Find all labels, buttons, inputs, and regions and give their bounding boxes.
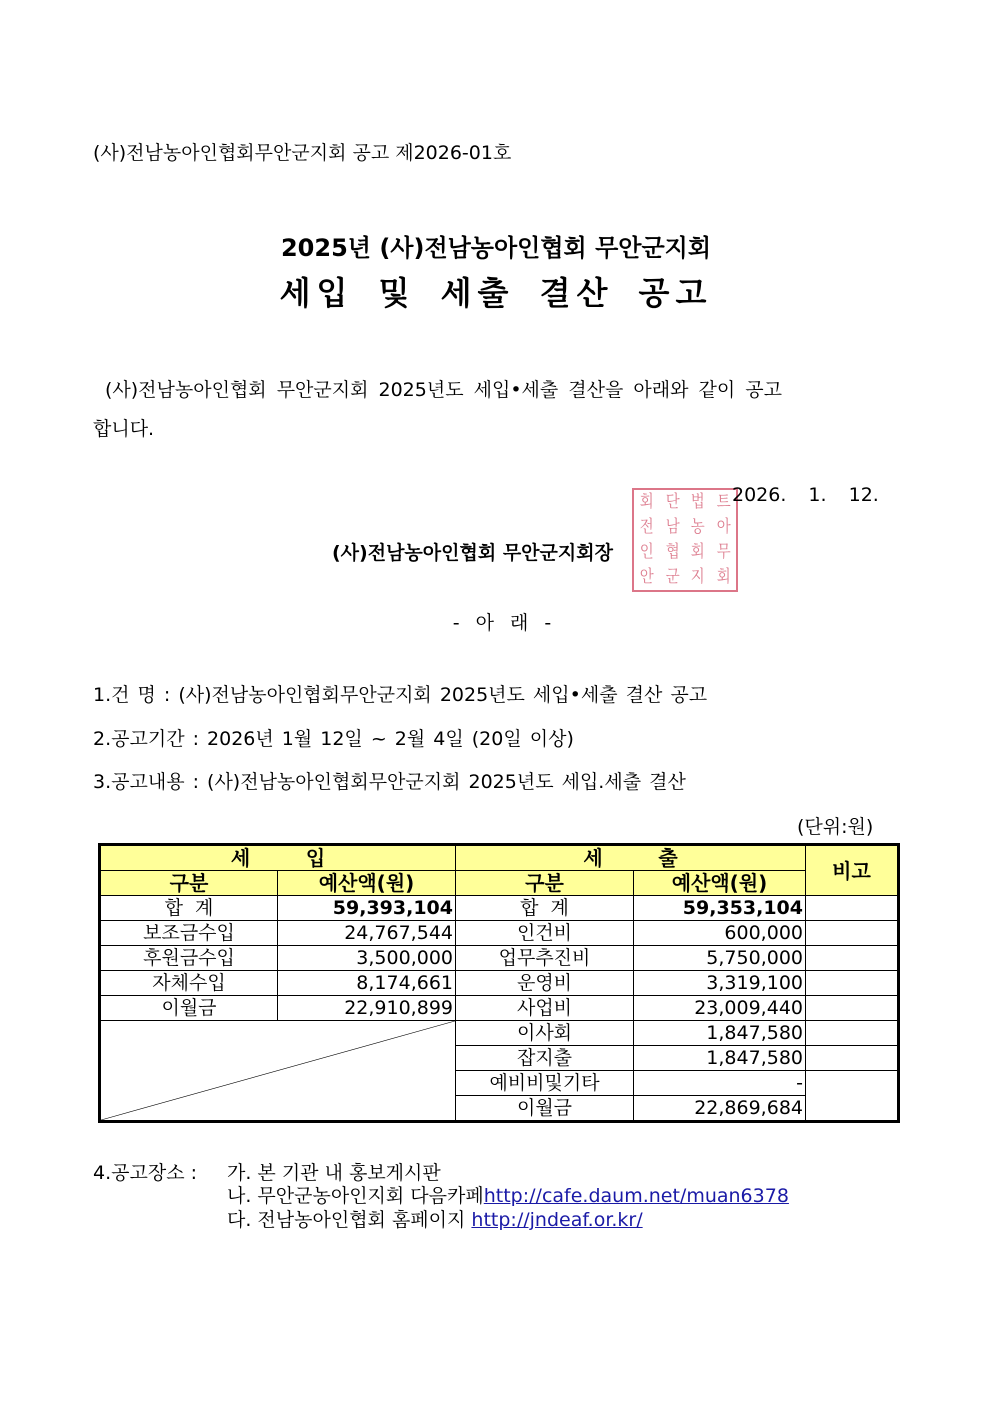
expense-category: 운영비 <box>456 971 634 996</box>
homepage-link[interactable]: http://jndeaf.or.kr/ <box>471 1209 643 1231</box>
expense-category: 합 계 <box>456 896 634 921</box>
table-row <box>100 1021 899 1046</box>
budget-table <box>98 843 900 1123</box>
remarks-cell <box>806 1046 899 1071</box>
remarks-header: 비고 <box>806 845 899 896</box>
seal-char: 트 <box>716 492 731 512</box>
expense-category: 예비비및기타 <box>456 1071 634 1096</box>
income-amount: 22,910,899 <box>278 996 456 1021</box>
seal-char: 전 <box>639 517 654 537</box>
income-amount: 59,393,104 <box>278 896 456 921</box>
place-bulletin-board: 가. 본 기관 내 홍보게시판 <box>227 1162 441 1184</box>
expense-amount: 1,847,580 <box>634 1021 806 1046</box>
official-seal-icon <box>632 488 738 592</box>
seal-char: 회 <box>639 492 654 512</box>
daum-cafe-link[interactable]: http://cafe.daum.net/muan6378 <box>483 1185 789 1207</box>
seal-char: 안 <box>639 567 654 587</box>
announcement-date: 2026. 1. 12. <box>732 484 879 506</box>
seal-char: 인 <box>639 542 654 562</box>
item-period <box>93 724 574 751</box>
remarks-cell <box>806 996 899 1021</box>
expense-amount: 22,869,684 <box>634 1096 806 1122</box>
income-category: 자체수입 <box>100 971 278 996</box>
expense-amount: 600,000 <box>634 921 806 946</box>
seal-char: 남 <box>665 517 680 537</box>
table-subheader-row <box>100 871 899 896</box>
income-header: 세 입 <box>100 845 456 871</box>
seal-char: 단 <box>665 492 680 512</box>
income-category: 이월금 <box>100 996 278 1021</box>
expense-amount-header: 예산액(원) <box>634 871 806 896</box>
remarks-cell <box>806 946 899 971</box>
title-line-2: 세입 및 세출 결산 공고 <box>279 274 713 312</box>
expense-category: 잡지출 <box>456 1046 634 1071</box>
income-category: 후원금수입 <box>100 946 278 971</box>
seal-char: 무 <box>716 542 731 562</box>
income-category: 합 계 <box>100 896 278 921</box>
expense-amount: 5,750,000 <box>634 946 806 971</box>
table-row <box>100 971 899 996</box>
expense-category: 사업비 <box>456 996 634 1021</box>
remarks-cell <box>806 896 899 921</box>
table-row <box>100 896 899 921</box>
place-homepage <box>227 1205 643 1232</box>
income-amount: 24,767,544 <box>278 921 456 946</box>
expense-amount: 23,009,440 <box>634 996 806 1021</box>
item-value: 2026년 1월 12일 ~ 2월 4일 (20일 이상) <box>207 728 574 750</box>
income-amount: 8,174,661 <box>278 971 456 996</box>
remarks-cell <box>806 921 899 946</box>
place-daum-cafe-text: 나. 무안군농아인지회 다음카페 <box>227 1185 484 1207</box>
remarks-cell <box>806 971 899 996</box>
table-header-row <box>100 845 899 871</box>
item-label: 2.공고기간 : <box>93 728 208 750</box>
table-row <box>100 921 899 946</box>
seal-char: 농 <box>690 517 705 537</box>
income-category: 보조금수입 <box>100 921 278 946</box>
section-heading-below: - 아 래 - <box>452 612 552 634</box>
table-row <box>100 946 899 971</box>
expense-amount: 59,353,104 <box>634 896 806 921</box>
document-number: (사)전남농아인협회무안군지회 공고 제2026-01호 <box>93 142 512 164</box>
income-category-header: 구분 <box>100 871 278 896</box>
seal-char: 지 <box>690 567 705 587</box>
seal-char: 아 <box>716 517 731 537</box>
empty-diagonal-cell <box>100 1021 456 1122</box>
signer-name: (사)전남농아인협회 무안군지회장 <box>332 542 613 564</box>
item-content <box>93 767 686 794</box>
item-value: (사)전남농아인협회무안군지회 2025년도 세입•세출 결산 공고 <box>178 684 708 706</box>
remarks-cell <box>806 1071 899 1122</box>
places-label: 4.공고장소 : <box>93 1162 197 1184</box>
expense-amount: - <box>634 1071 806 1096</box>
unit-label: (단위:원) <box>797 816 874 838</box>
place-homepage-text: 다. 전남농아인협회 홈페이지 <box>227 1209 472 1231</box>
title-line-1: 2025년 (사)전남농아인협회 무안군지회 <box>280 234 712 262</box>
expense-amount: 3,319,100 <box>634 971 806 996</box>
seal-char: 군 <box>665 567 680 587</box>
item-label: 1.건 명 : <box>93 684 179 706</box>
expense-category: 업무추진비 <box>456 946 634 971</box>
income-amount-header: 예산액(원) <box>278 871 456 896</box>
place-daum-cafe <box>227 1181 789 1208</box>
seal-char: 회 <box>690 542 705 562</box>
seal-char: 협 <box>665 542 680 562</box>
expense-category: 인건비 <box>456 921 634 946</box>
expense-category: 이사회 <box>456 1021 634 1046</box>
income-amount: 3,500,000 <box>278 946 456 971</box>
table-row <box>100 996 899 1021</box>
seal-char: 회 <box>716 567 731 587</box>
seal-char: 법 <box>690 492 705 512</box>
item-subject <box>93 680 707 707</box>
expense-category: 이월금 <box>456 1096 634 1122</box>
intro-line-1: (사)전남농아인협회 무안군지회 2025년도 세입•세출 결산을 아래와 같이 공고 <box>105 379 782 401</box>
item-value: (사)전남농아인협회무안군지회 2025년도 세입.세출 결산 <box>207 771 686 793</box>
remarks-cell <box>806 1021 899 1046</box>
expense-amount: 1,847,580 <box>634 1046 806 1071</box>
expense-category-header: 구분 <box>456 871 634 896</box>
intro-line-2: 합니다. <box>93 418 155 440</box>
diagonal-line-icon <box>101 1021 455 1120</box>
expense-header: 세 출 <box>456 845 806 871</box>
item-label: 3.공고내용 : <box>93 771 208 793</box>
